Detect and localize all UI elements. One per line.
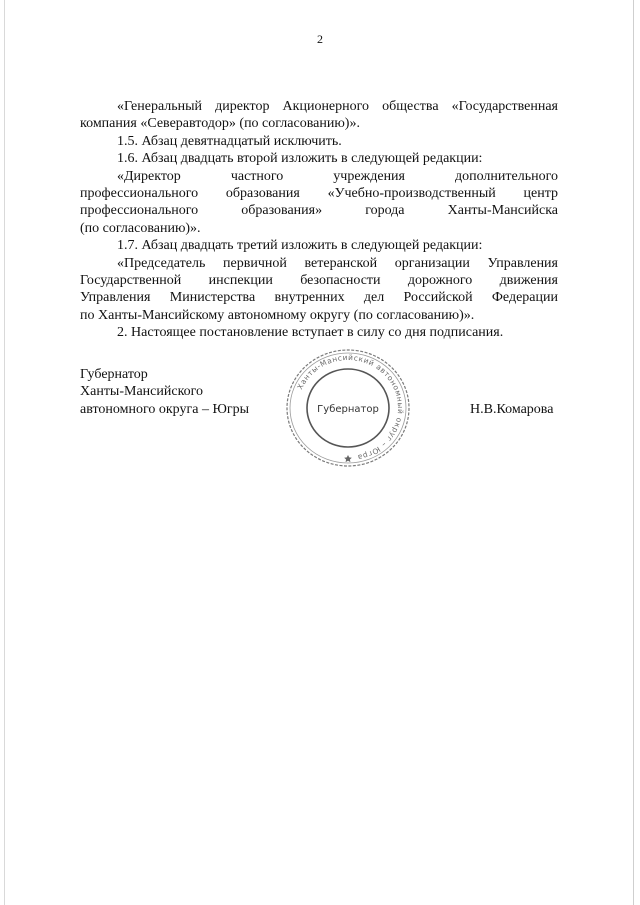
paragraph-line: «Директор частного учреждения дополнительного	[117, 168, 558, 184]
signatory-title-line: Губернатор	[80, 367, 148, 382]
paragraph-line: профессионального образования «Учебно-производственный центр	[80, 186, 558, 202]
paragraph-line: 1.7. Абзац двадцать третий изложить в следующей редакции:	[117, 238, 483, 254]
official-seal-stamp	[283, 346, 413, 470]
seal-center-text: Губернатор	[317, 404, 379, 415]
paragraph-line: 1.6. Абзац двадцать второй изложить в следующей редакции:	[117, 151, 483, 167]
paragraph-line: профессионального образования» города Ханты-Мансийска	[80, 203, 558, 219]
seal-ring-text: Ханты-Мансийский автономный округ – Югра	[295, 352, 406, 463]
paragraph-line: 2. Настоящее постановление вступает в силу со дня подписания.	[117, 325, 504, 341]
paragraph-line: компания «Северавтодор» (по согласованию)».	[80, 116, 360, 132]
scan-edge-left	[4, 0, 5, 905]
page-number: 2	[317, 32, 323, 46]
paragraph-line: (по согласованию)».	[80, 220, 201, 236]
paragraph-line: Государственной инспекции безопасности дорожного движения	[80, 273, 558, 289]
paragraph-line: 1.5. Абзац девятнадцатый исключить.	[117, 133, 342, 149]
signatory-title	[80, 366, 249, 418]
signatory-title-line: автономного округа – Югры	[80, 401, 249, 417]
signatory-name: Н.В.Комарова	[470, 402, 554, 417]
paragraph-line: Управления Министерства внутренних дел Российской Федерации	[80, 290, 558, 306]
seal-star-icon	[344, 455, 352, 462]
signatory-title-line: Ханты-Мансийского	[80, 384, 204, 400]
paragraph-line: по Ханты-Мансийскому автономному округу (по согласованию)».	[80, 307, 475, 323]
document-body	[80, 98, 558, 342]
paragraph-line: «Генеральный директор Акционерного общества «Государственная	[117, 99, 558, 114]
scan-edge-right	[633, 0, 634, 905]
paragraph-line: «Председатель первичной ветеранской организации Управления	[117, 255, 558, 271]
